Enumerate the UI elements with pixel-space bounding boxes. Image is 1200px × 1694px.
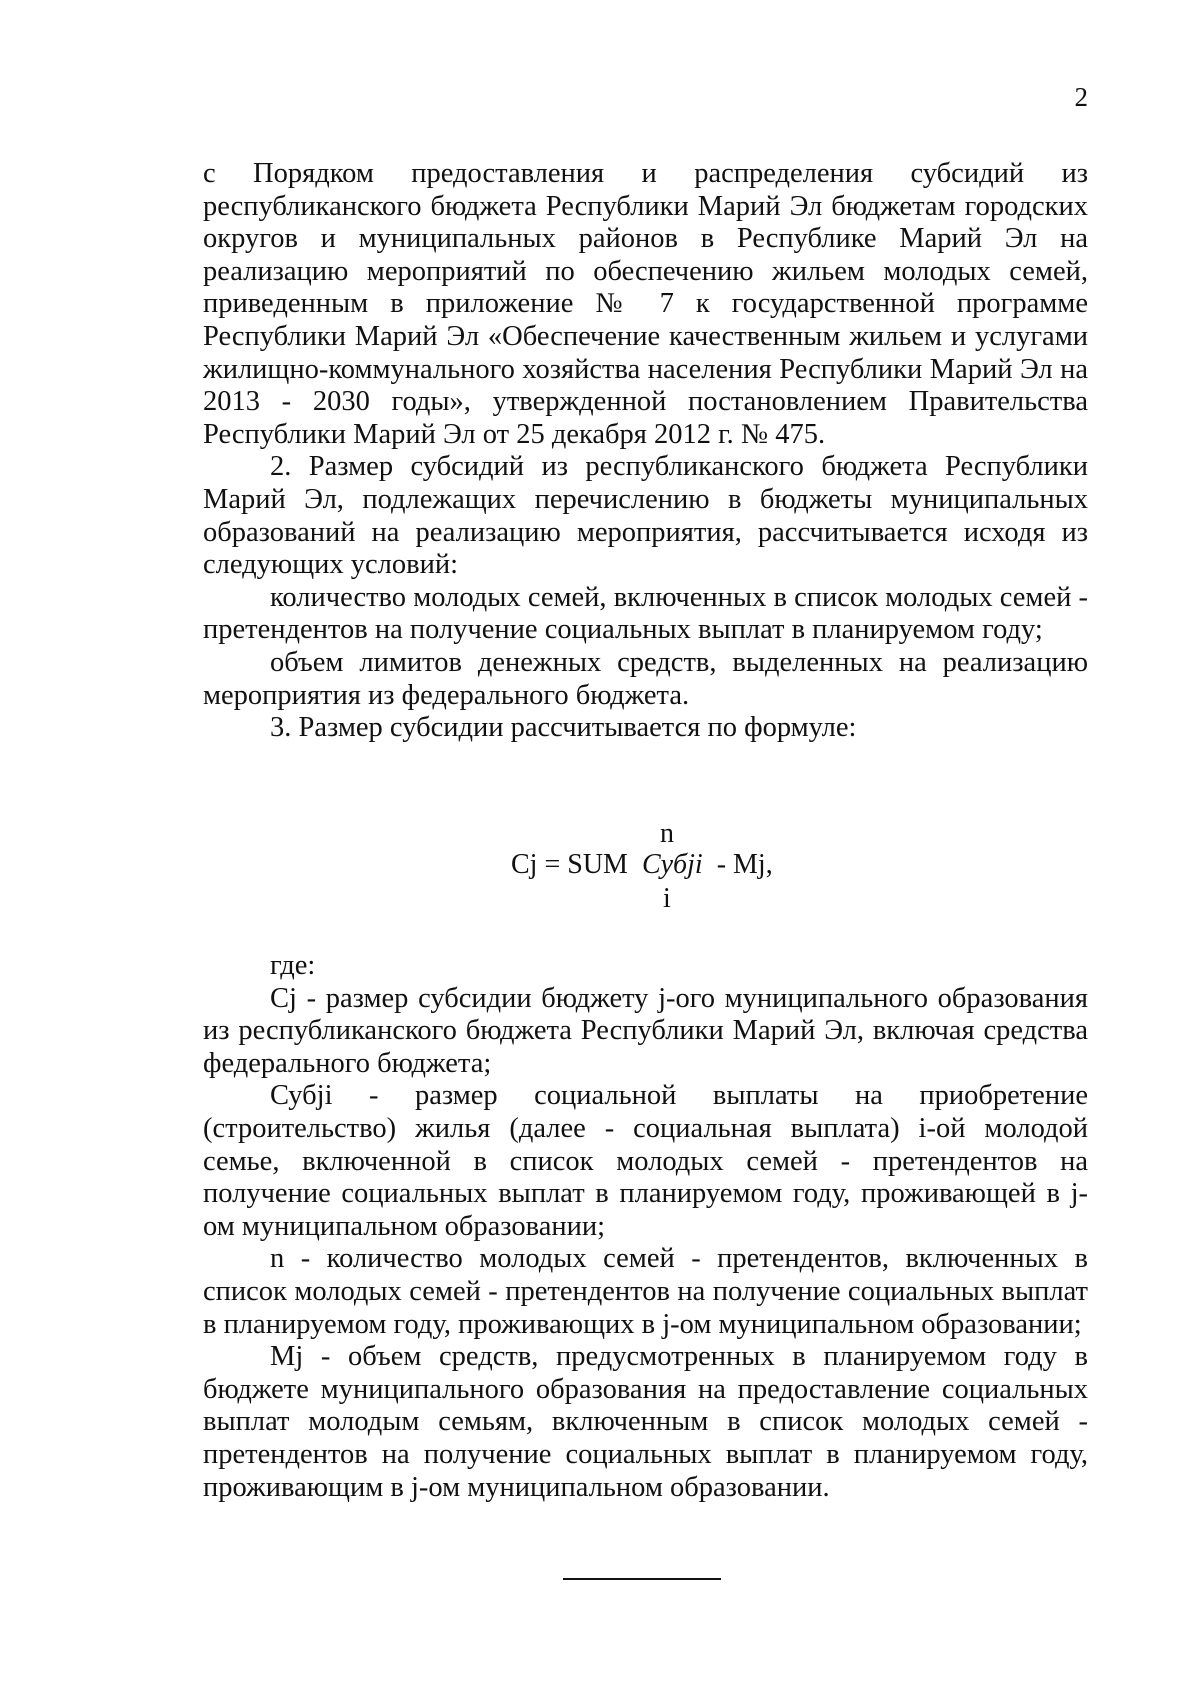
formula-right-part: - Mj, [716, 849, 773, 880]
paragraph-condition-families: количество молодых семей, включенных в список молодых семей - претендентов на получение социальных выплат в планируемом году; [203, 581, 1088, 646]
body-text-bottom [203, 950, 1088, 1504]
formula-superscript: n [660, 818, 674, 849]
formula-left-part: Cj = SUM [511, 849, 628, 880]
body-text-top [203, 158, 1088, 745]
paragraph-item-3: 3. Размер субсидии рассчитывается по формуле: [270, 712, 857, 744]
paragraph-order-reference: с Порядком предоставления и распределения субсидий из республиканского бюджета Республики Марий Эл бюджетам городских округов и муниципальных районов в Республике Марий Эл на реализацию мероприятий по обеспечению жильем молодых семей, приведенным в приложение № 7 к государственной программе Республики Марий Эл «Обеспечение качественным жильем и услугами жилищно-коммунального хозяйства населения Республики Марий Эл на 2013 - 2030 годы», утвержденной постановлением Правительства Республики Марий Эл от 25 декабря 2012 г. № 475. [203, 158, 1088, 450]
paragraph-def-mj: Mj - объем средств, предусмотренных в планируемом году в бюджете муниципального образования на предоставление социальных выплат молодым семьям, включенным в список молодых семей - претендентов на получение социальных выплат в планируемом году, проживающим в j-ом муниципальном образовании. [203, 1341, 1088, 1503]
end-divider [563, 1578, 721, 1580]
formula-subscript: i [663, 883, 671, 914]
formula-main-line [511, 849, 773, 881]
paragraph-def-n: n - количество молодых семей - претендентов, включенных в список молодых семей - претендентов на получение социальных выплат в планируемом году, проживающих в j-ом муниципальном образовании; [203, 1243, 1088, 1340]
paragraph-condition-limits: объем лимитов денежных средств, выделенных на реализацию мероприятия из федерального бюджета. [203, 646, 1088, 711]
formula-term: Субji [641, 849, 703, 880]
paragraph-def-subji: Субji - размер социальной выплаты на приобретение (строительство) жилья (далее - социальная выплата) i-ой молодой семье, включенной в список молодых семей - претендентов на получение социальных выплат в планируемом году, проживающей в j-ом муниципальном образовании; [203, 1080, 1088, 1242]
subsidy-formula [0, 818, 1200, 918]
paragraph-def-cj: Cj - размер субсидии бюджету j-ого муниципального образования из республиканского бюджета Республики Марий Эл, включая средства федерального бюджета; [203, 982, 1088, 1079]
paragraph-where: где: [270, 950, 316, 981]
page-number: 2 [1074, 82, 1088, 112]
paragraph-item-2: 2. Размер субсидий из республиканского бюджета Республики Марий Эл, подлежащих перечислению в бюджеты муниципальных образований на реализацию мероприятия, рассчитывается исходя из следующих условий: [203, 451, 1088, 581]
